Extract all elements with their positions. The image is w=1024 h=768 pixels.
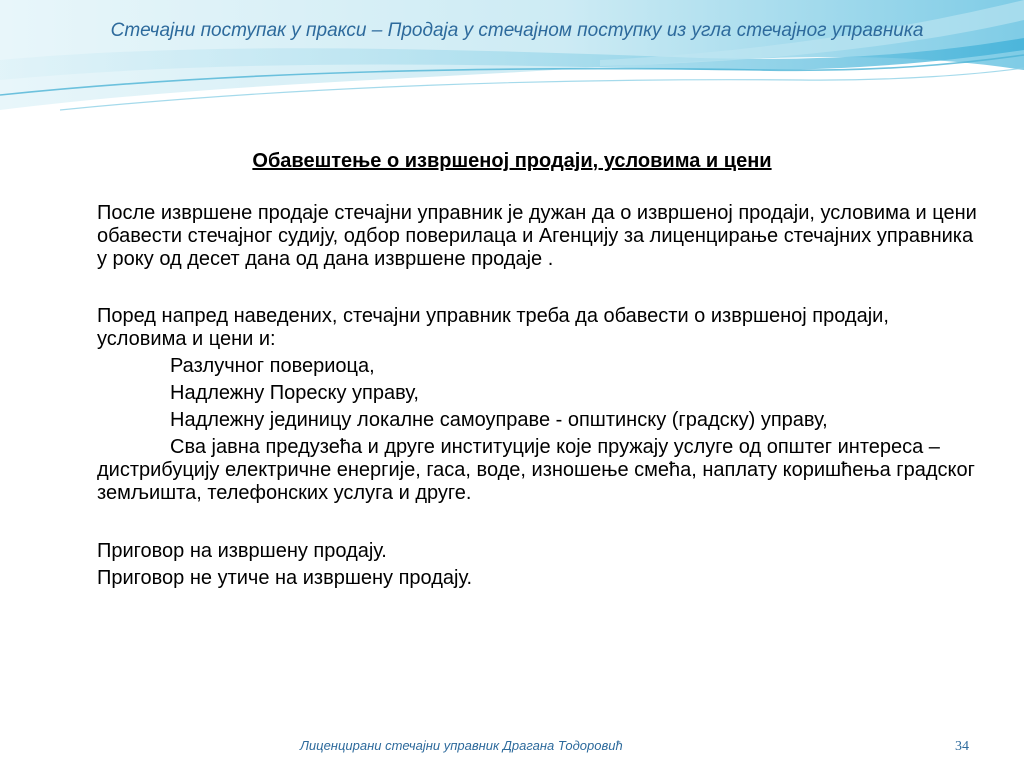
- recipient-item: Надлежну Пореску управу,: [170, 382, 419, 404]
- objection-line: Приговор на извршену продају.: [97, 540, 387, 562]
- section-heading: Обавештење о извршеној продаји, условима и цени: [252, 150, 772, 172]
- slide-body: [97, 150, 977, 590]
- recipient-item: Разлучног повериоца,: [170, 355, 375, 377]
- footer-author: Лиценцирани стечајни управник Драгана Тодоровић: [300, 738, 623, 753]
- objection-line: Приговор не утиче на извршену продају.: [97, 567, 473, 589]
- paragraph-notification-duty: После извршене продаје стечајни управник је дужан да о извршеној продаји, условима и цени обавести стечајног судију, одбор поверилаца и Агенцију за лиценцирање стечајних управника у року од десет дана од дана извршене продаје .: [97, 202, 977, 270]
- header-wave-decoration: [0, 0, 1024, 120]
- paragraph-additional-recipients: Поред напред наведених, стечајни управник треба да обавести о извршеној продаји, условима и цени и:: [97, 305, 889, 350]
- recipient-item: Надлежну јединицу локалне самоуправе - општинску (градску) управу,: [170, 409, 828, 431]
- page-number: 34: [955, 739, 969, 754]
- recipient-item-public-utilities: Сва јавна предузећа и друге институције које пружају услуге од општег интереса – дистрибуцију електричне енергије, гаса, воде, изношење смећа, наплату коришћења градског земљишта, телефонских услуга и друге.: [97, 436, 975, 504]
- slide-header-title: Стечајни поступак у пракси – Продаја у стечајном поступку из угла стечајног управника: [110, 20, 924, 41]
